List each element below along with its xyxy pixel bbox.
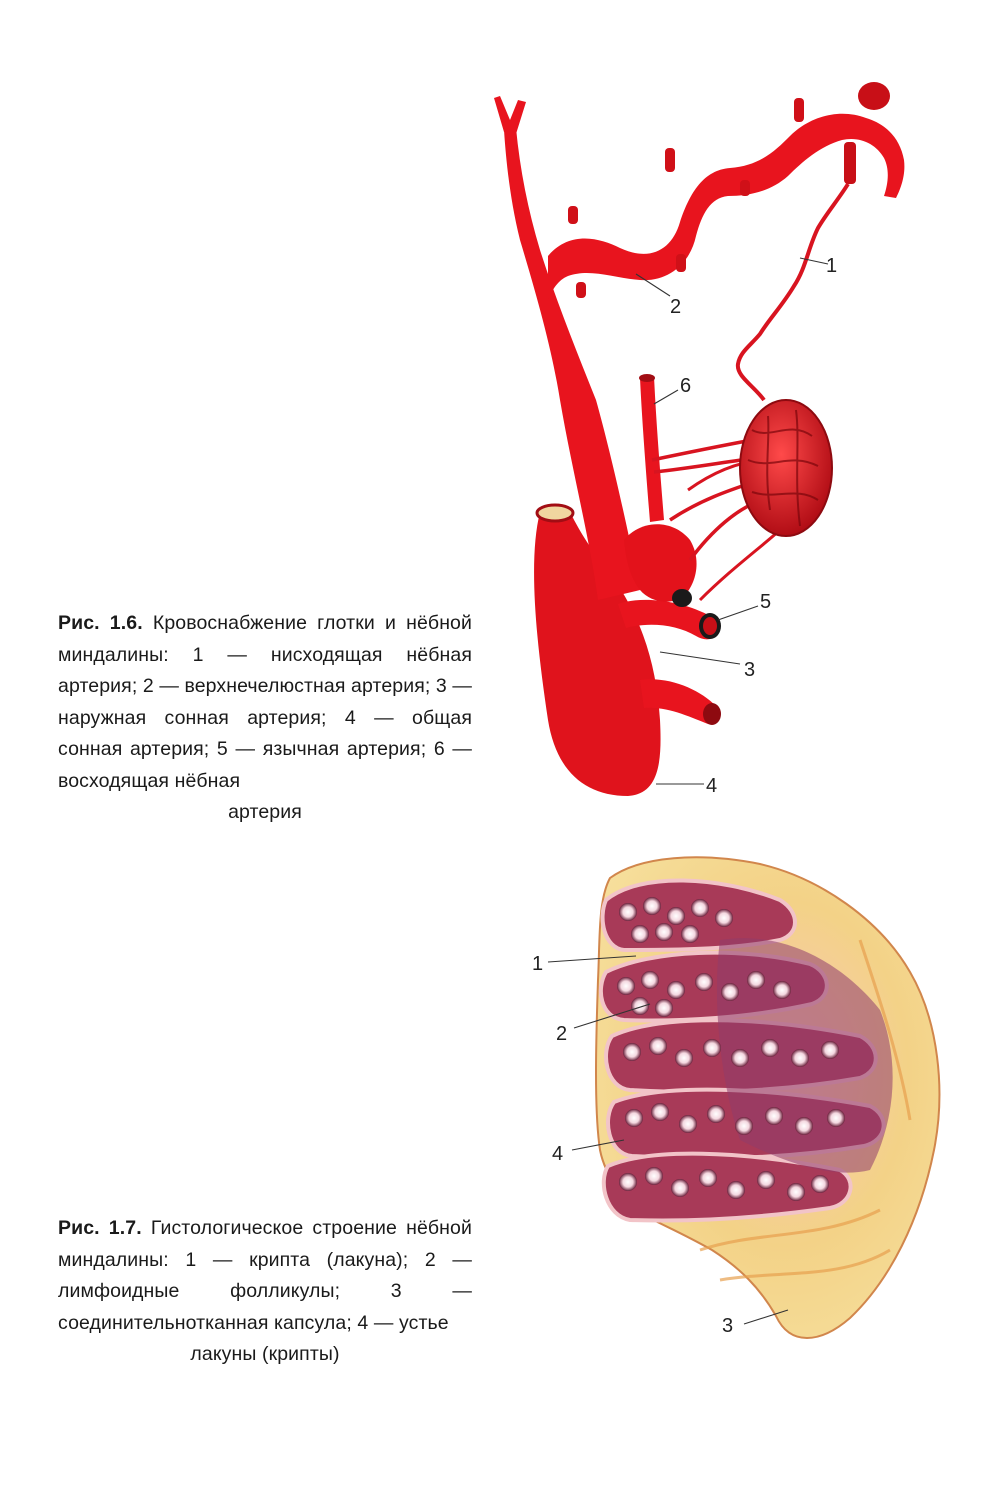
- lymphoid-follicle: [643, 897, 661, 915]
- figure-1-6-caption-lead: Рис. 1.6.: [58, 612, 143, 634]
- lymphoid-follicle: [649, 1037, 667, 1055]
- lymphoid-follicle: [625, 1109, 643, 1127]
- lymphoid-follicle: [671, 1179, 689, 1197]
- figure-1-6-artery-illustration: [494, 82, 904, 796]
- label-2: 2: [670, 296, 682, 318]
- label-3-leader: [660, 652, 740, 664]
- lymphoid-follicle: [811, 1175, 829, 1193]
- label-3: 3: [722, 1315, 734, 1337]
- maxillary-branch-stub: [676, 254, 686, 272]
- lymphoid-follicle: [691, 899, 709, 917]
- label-1: 1: [826, 255, 838, 277]
- lymphoid-follicle: [699, 1169, 717, 1187]
- label-3: 3: [744, 659, 756, 681]
- lingual-artery-lumen: [703, 617, 717, 635]
- lymphoid-follicle: [667, 907, 685, 925]
- lymphoid-follicle: [641, 971, 659, 989]
- lymphoid-follicle: [765, 1107, 783, 1125]
- palatine-tonsil: [740, 400, 832, 536]
- label-4: 4: [552, 1143, 564, 1165]
- maxillary-branch-stub: [844, 142, 856, 184]
- label-4: 4: [706, 775, 718, 797]
- lymphoid-follicle: [787, 1183, 805, 1201]
- lymphoid-follicle: [707, 1105, 725, 1123]
- lymphoid-follicle: [619, 903, 637, 921]
- lymphoid-follicle: [727, 1181, 745, 1199]
- lymphoid-follicle: [695, 973, 713, 991]
- figure-1-6-caption-tail: артерия: [228, 801, 302, 823]
- figure-1-7-caption-lead: Рис. 1.7.: [58, 1217, 142, 1239]
- figure-1-7-caption-text: Гистологическое строение нёбной миндалины: 1 — крипта (лакуна); 2 — лимфоидные фолликулы; 3 — соединительнотканная капсула; 4 — устье: [58, 1217, 472, 1334]
- lymphoid-follicle: [619, 1173, 637, 1191]
- lymphoid-follicle: [679, 1115, 697, 1133]
- lymphoid-follicle: [747, 971, 765, 989]
- label-6-leader: [654, 390, 678, 404]
- facial-artery-cut-end: [703, 703, 721, 725]
- maxillary-branch-stub: [576, 282, 586, 298]
- lymphoid-follicle: [655, 923, 673, 941]
- lymphoid-follicle: [715, 909, 733, 927]
- tonsillar-branch: [652, 440, 752, 460]
- ascending-palatine-artery: [640, 376, 664, 522]
- lymphoid-follicle: [731, 1049, 749, 1067]
- lymphoid-follicle: [795, 1117, 813, 1135]
- lymphoid-follicle: [655, 999, 673, 1017]
- lymphoid-follicle: [681, 925, 699, 943]
- ascending-palatine-cut-end: [639, 374, 655, 382]
- tonsillar-branch: [700, 530, 780, 600]
- artery-top-fork: [494, 96, 526, 134]
- maxillary-branch-stub: [794, 98, 804, 122]
- lymphoid-follicle: [821, 1041, 839, 1059]
- label-6: 6: [680, 375, 692, 397]
- label-2: 2: [556, 1023, 568, 1045]
- figure-1-6-caption: [58, 608, 472, 829]
- lymphoid-follicle: [761, 1039, 779, 1057]
- lymphoid-follicle: [667, 981, 685, 999]
- label-5: 5: [760, 591, 772, 613]
- figure-1-6-caption-text: Кровоснабжение глотки и нёбной миндалины: 1 — нисходящая нёбная артерия; 2 — верхнечелюстная артерия; 3 — наружная сонная артерия; 4 — общая сонная артерия; 5 — язычная артерия; 6 — восходящая нёбная: [58, 612, 472, 792]
- facial-artery-lumen: [672, 589, 692, 607]
- lymphoid-follicle: [617, 977, 635, 995]
- maxillary-branch-stub: [740, 180, 750, 196]
- lymphoid-follicle: [651, 1103, 669, 1121]
- lymphoid-follicle: [791, 1049, 809, 1067]
- lymphoid-follicle: [757, 1171, 775, 1189]
- maxillary-artery: [548, 114, 904, 300]
- lymphoid-follicle: [735, 1117, 753, 1135]
- lymphoid-follicle: [645, 1167, 663, 1185]
- maxillary-artery-bulb: [858, 82, 890, 110]
- lymphoid-follicle: [703, 1039, 721, 1057]
- lymphoid-follicle: [631, 997, 649, 1015]
- maxillary-branch-stub: [665, 148, 675, 172]
- descending-palatine-artery: [738, 184, 848, 400]
- lymphoid-follicle: [827, 1109, 845, 1127]
- label-5-leader: [718, 606, 758, 620]
- figure-1-7-caption-tail: лакуны (крипты): [190, 1343, 340, 1365]
- figure-1-7-caption: [58, 1213, 472, 1371]
- lymphoid-follicle: [675, 1049, 693, 1067]
- lymphoid-follicle: [773, 981, 791, 999]
- maxillary-branch-stub: [568, 206, 578, 224]
- lymphoid-follicle: [623, 1043, 641, 1061]
- lymphoid-follicle: [631, 925, 649, 943]
- common-carotid-cut-end: [537, 505, 573, 521]
- lymphoid-follicle: [721, 983, 739, 1001]
- label-1: 1: [532, 953, 544, 975]
